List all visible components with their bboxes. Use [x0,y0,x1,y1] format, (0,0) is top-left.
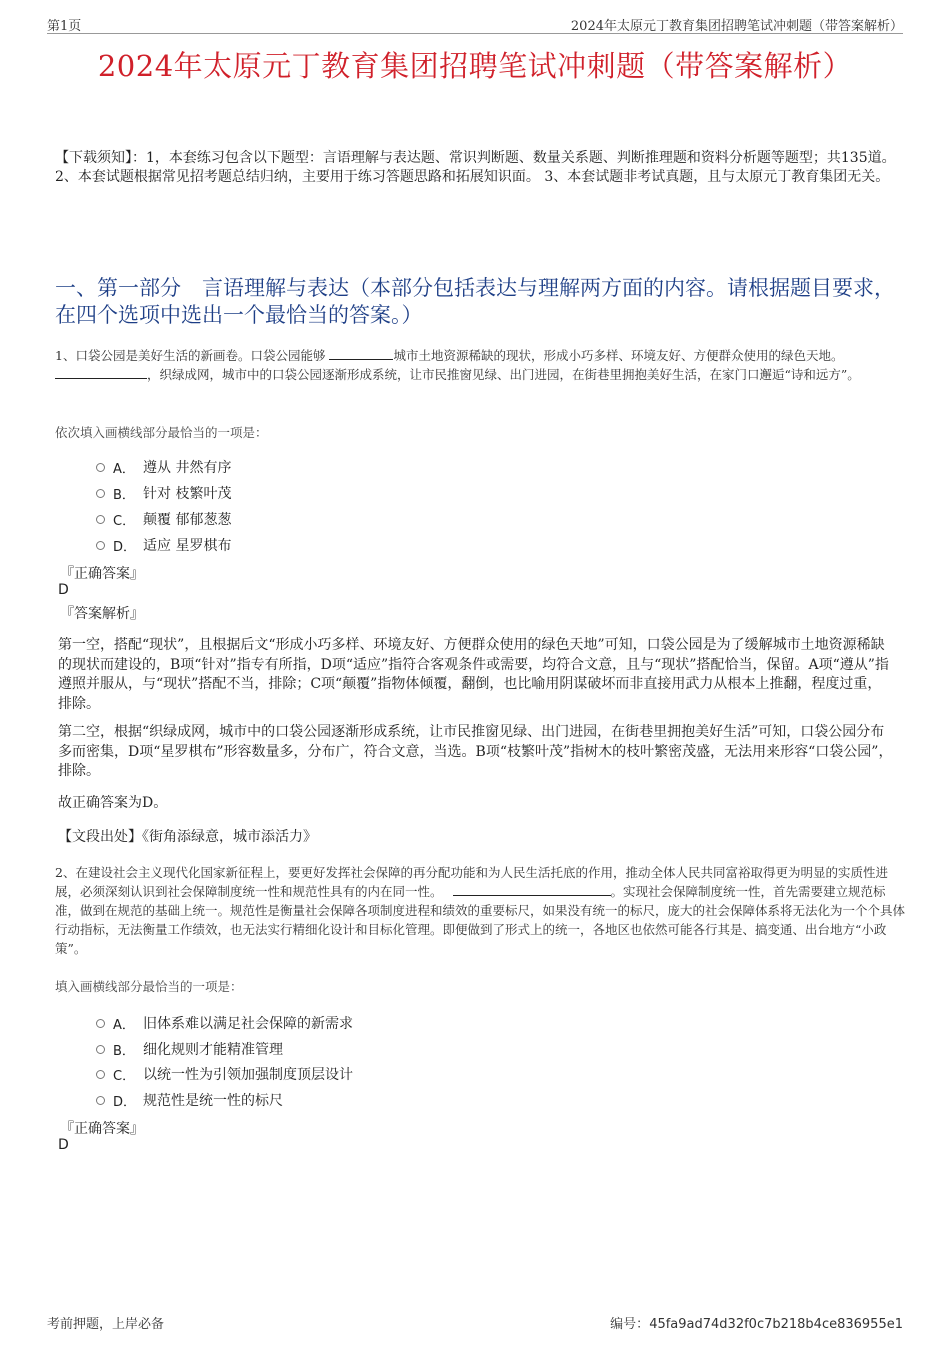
radio-icon[interactable] [96,463,105,472]
q1-analysis-paragraph-2: 第二空，根据“织绿成网，城市中的口袋公园逐渐形成系统，让市民推窗见绿、出门进园，在街巷里拥抱美好生活”可知，口袋公园分布多而密集，D项“星罗棋布”形容数量多，分布广，符合文意，当选。B项“枝繁叶茂”指树木的枝叶繁密茂盛，无法用来形容“口袋公园”，排除。 [58,724,893,779]
q1-option-c[interactable]: C． 颠覆 郁郁葱葱 [96,509,231,529]
radio-icon[interactable] [96,1096,105,1105]
q1-blank-1 [329,347,393,360]
page-number: 第1页 [47,19,82,34]
q1-analysis-label: 『答案解析』 [60,606,144,622]
question-1-stem [55,346,905,384]
footer-code-label: 编号： [610,1317,650,1332]
question-2-stem [55,863,905,958]
q1-analysis-paragraph-1: 第一空，搭配“现状”，且根据后文“形成小巧多样、环境友好、方便群众使用的绿色天地”可知，口袋公园是为了缓解城市土地资源稀缺的现状而建设的，B项“针对”指专有所指，D项“适应”指符合客观条件或需要，均符合文意，且与“现状”搭配恰当，保留。A项“遵从”指遵照并服从，与“现状”搭配不当，排除；C项“颠覆”指物体倾覆，翻倒，也比喻用阴谋破坏而非直接用武力从根本上推翻，程度过重，排除。 [58,637,889,712]
q2-answer-label: 『正确答案』 [60,1121,144,1137]
q2-option-a[interactable]: A． 旧体系难以满足社会保障的新需求 [96,1013,353,1033]
q1-source: 【文段出处】《街角添绿意，城市添活力》 [58,829,317,845]
q1-stem-part-a: 1、口袋公园是美好生活的新画卷。口袋公园能够 [55,348,330,363]
radio-icon[interactable] [96,1070,105,1079]
q1-option-a[interactable]: A． 遵从 井然有序 [96,457,231,477]
download-notice: 【下载须知】：1，本套练习包含以下题型：言语理解与表达题、常识判断题、数量关系题、判断推理题和资料分析题等题型；共135道。 2、本套试题根据常见招考题总结归纳，主要用于练习答题思路和拓展知识面。 3、本套试题非考试真题，且与太原元丁教育集团无关。 [55,150,896,185]
q1-option-b[interactable]: B． 针对 枝繁叶茂 [96,483,231,503]
radio-icon[interactable] [96,1019,105,1028]
q2-blank [453,883,611,896]
footer-code-value: 45fa9ad74d32f0c7b218b4ce836955e1 [649,1317,903,1332]
q1-prompt: 依次填入画横线部分最恰当的一项是： [55,425,268,440]
q2-stem-part-b: 。实现社会保障制度统一性，首先需要建立规范标准，做到在规范的基础上统一。规范性是衡量社会保障各项制度进程和绩效的重要标尺，如果没有统一的标尺，庞大的社会保障体系将无法化为一个个具体行动指标，无法衡量工作绩效，也无法实行精细化设计和目标化管理。即便做到了形式上的统一，各地区也依然可能各行其是、搞变通、出台地方“小政策”。 [55,884,906,956]
q2-stem-part-a: 2、在建设社会主义现代化国家新征程上，要更好发挥社会保障的再分配功能和为人民生活托底的作用，推动全体人民共同富裕取得更为明显的实质性进展，必须深刻认识到社会保障制度统一性和规范性具有的内在同一性。 [55,865,888,899]
q2-option-c[interactable]: C． 以统一性为引领加强制度顶层设计 [96,1064,353,1084]
page-title: 2024年太原元丁教育集团招聘笔试冲刺题（带答案解析） [97,49,853,83]
q2-option-d[interactable]: D． 规范性是统一性的标尺 [96,1090,283,1110]
q2-answer: D [58,1137,69,1153]
q2-option-b[interactable]: B． 细化规则才能精准管理 [96,1039,283,1059]
header-doc-title: 2024年太原元丁教育集团招聘笔试冲刺题（带答案解析） [570,19,903,34]
radio-icon[interactable] [96,489,105,498]
q1-blank-2 [55,366,147,379]
q1-conclusion: 故正确答案为D。 [58,795,168,811]
radio-icon[interactable] [96,1045,105,1054]
header-divider [47,33,903,34]
footer-slogan: 考前押题，上岸必备 [47,1317,165,1332]
q1-answer-label: 『正确答案』 [60,566,144,582]
radio-icon[interactable] [96,541,105,550]
q1-option-d[interactable]: D． 适应 星罗棋布 [96,535,231,555]
radio-icon[interactable] [96,515,105,524]
q1-stem-part-c: ，织绿成网，城市中的口袋公园逐渐形成系统，让市民推窗见绿、出门进园，在街巷里拥抱美好生活，在家门口邂逅“诗和远方”。 [147,367,860,382]
footer-code [610,1313,903,1332]
q1-answer: D [58,582,69,598]
q1-stem-part-b: 城市土地资源稀缺的现状，形成小巧多样、环境友好、方便群众使用的绿色天地。 [393,348,844,363]
section-heading: 一、第一部分 言语理解与表达（本部分包括表达与理解两方面的内容。请根据题目要求，在四个选项中选出一个最恰当的答案。） [55,276,895,327]
q2-prompt: 填入画横线部分最恰当的一项是： [55,979,243,994]
